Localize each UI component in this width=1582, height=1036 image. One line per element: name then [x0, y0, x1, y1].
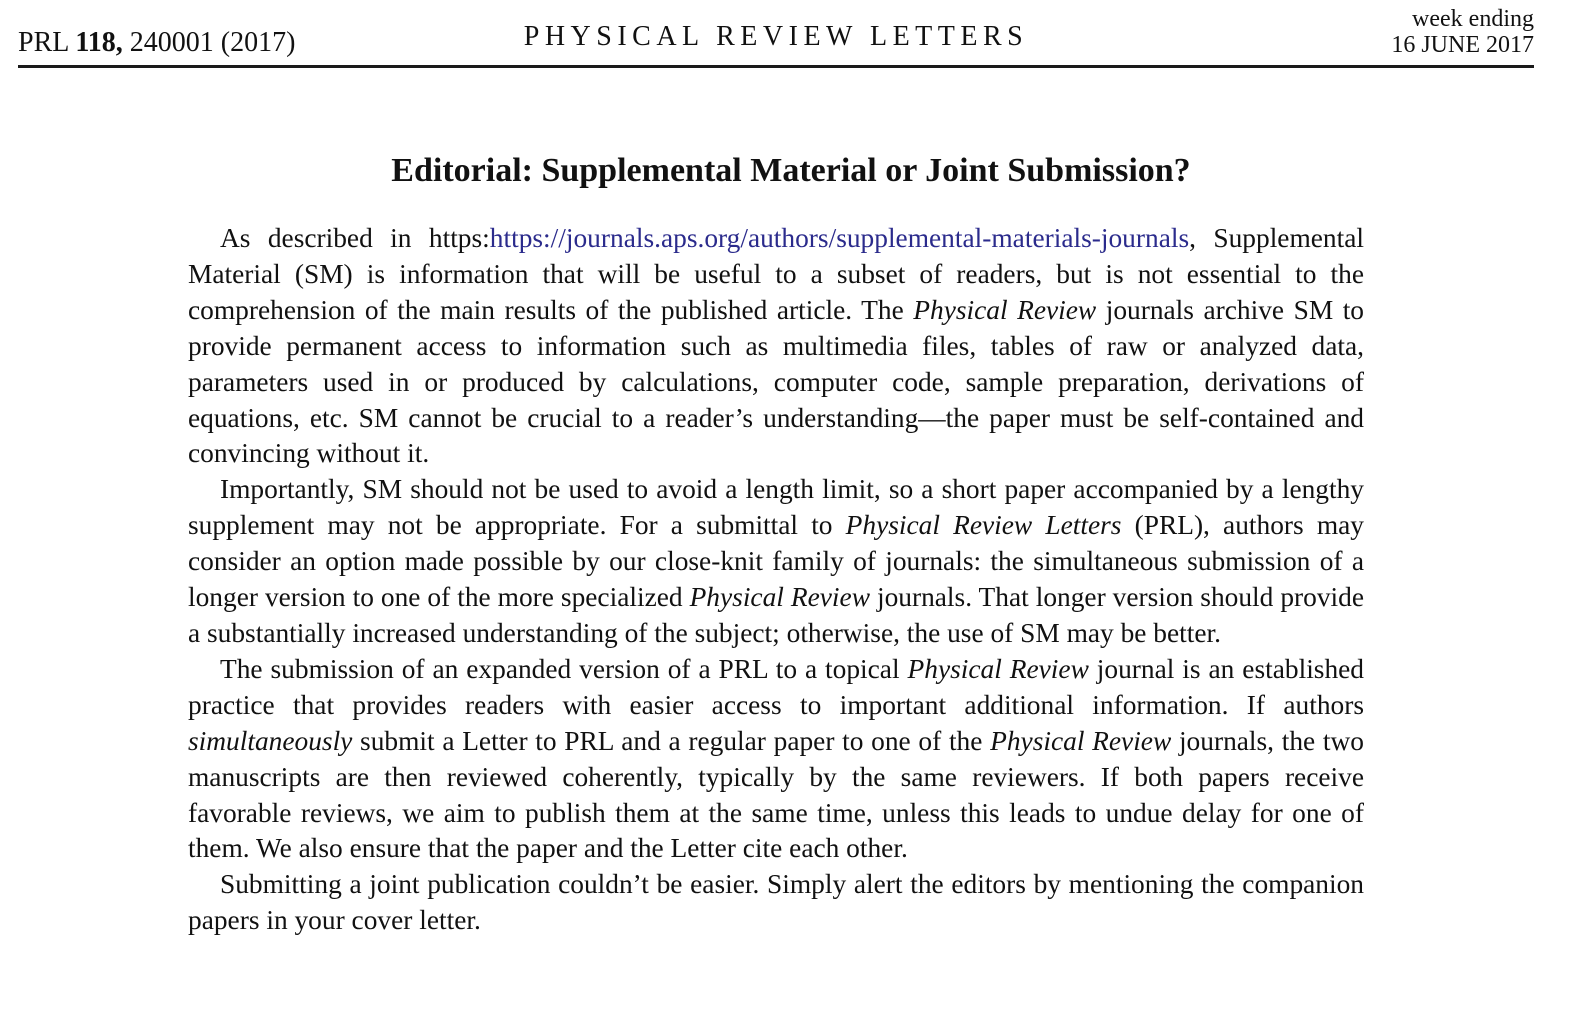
paragraph-1: [188, 221, 1364, 472]
volume: 118,: [75, 27, 123, 58]
p3-italic-3: Physical Review: [990, 725, 1172, 756]
article-body: [188, 221, 1364, 939]
p3-text-2: journal is an established practice that provides readers with easier access to important additional information. If authors: [188, 653, 1365, 720]
p1-italic-1: Physical Review: [913, 294, 1097, 325]
paragraph-2: [188, 472, 1364, 652]
p2-italic-2: Physical Review: [689, 582, 870, 613]
week-ending-date: 16 JUNE 2017: [1391, 32, 1534, 58]
p1-text-1: , Supplemental Material (SM) is information that will be useful to a subset of readers, but is not essential to the comprehension of the main results of the published article. The: [188, 223, 1364, 325]
p4-text-1: Submitting a joint publication couldn’t be easier. Simply alert the editors by mentioning the companion papers in your cover letter.: [188, 869, 1364, 936]
p3-italic-1: Physical Review: [907, 653, 1089, 684]
journal-name: PHYSICAL REVIEW LETTERS: [523, 21, 1029, 52]
p2-text-3: journals. That longer version should provide a substantially increased understanding of the subject; otherwise, the use of SM may be better.: [188, 582, 1364, 648]
paragraph-3: [188, 652, 1364, 867]
journal-abbrev: PRL: [18, 27, 69, 58]
running-header: [18, 0, 1534, 68]
p2-italic-1: Physical Review Letters: [845, 510, 1122, 541]
year: (2017): [220, 27, 296, 58]
p2-text-2: (PRL), authors may consider an option made possible by our close-knit family of journals: the simultaneous submission of a longer version to one of the more specialized: [188, 510, 1364, 613]
p3-italic-2: simultaneously: [188, 725, 353, 756]
p1-text-2: journals archive SM to provide permanent access to information such as multimedia files, tables of raw or analyzed data, parameters used in or produced by calculations, computer code, sample preparation, derivations of equations, etc. SM cannot be crucial to a reader’s understanding—the paper must be self-contained and convincing without it.: [188, 294, 1365, 469]
p3-text-3: submit a Letter to PRL and a regular paper to one of the: [352, 725, 991, 756]
paragraph-4: [188, 867, 1364, 939]
issue-date: [1391, 6, 1534, 58]
p3-text-1: The submission of an expanded version of a PRL to a topical: [220, 653, 908, 684]
supplemental-materials-link[interactable]: https://journals.aps.org/authors/supplemental-materials-journals: [489, 223, 1190, 253]
article-title: Editorial: Supplemental Material or Joint Submission?: [391, 151, 1191, 189]
week-ending-label: week ending: [1412, 6, 1534, 32]
article-id: 240001: [129, 27, 214, 58]
p3-text-4: journals, the two manuscripts are then reviewed coherently, typically by the same reviewers. If both papers receive favorable reviews, we aim to publish them at the same time, unless this leads to undue delay for one of them. We also ensure that the paper and the Letter cite each other.: [188, 725, 1364, 864]
p2-text-1: Importantly, SM should not be used to avoid a length limit, so a short paper accompanied by a lengthy supplement may not be appropriate. For a submittal to: [188, 474, 1364, 541]
p1-lead: As described in https:: [220, 223, 490, 253]
